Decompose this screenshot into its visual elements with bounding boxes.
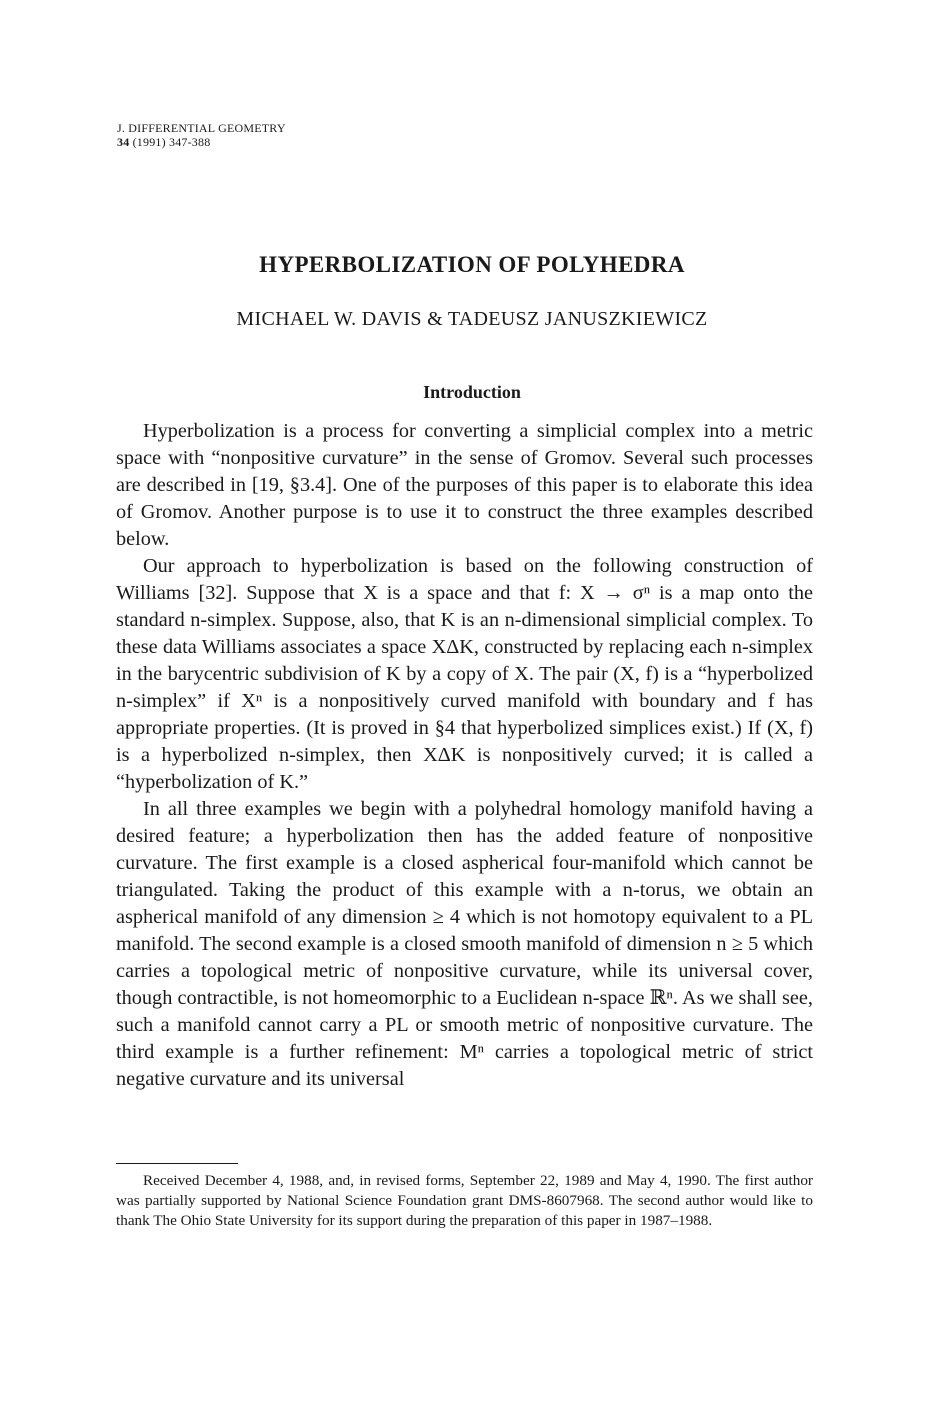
paragraph-2: Our approach to hyperbolization is based on the following construction of Williams [32]. Suppose that X is a space and that f: X → σⁿ is a map onto the standard n-simplex. Suppose, also, that K is an n-dimensional simplicial complex. To these data Williams associates a space XΔK, constructed by replacing each n-simplex in the barycentric subdivision of K by a copy of X. The pair (X, f) is a “hyperbolized n-simplex” if Xⁿ is a nonpositively curved manifold with boundary and f has appropriate properties. (It is proved in §4 that hyperbolized simplices exist.) If (X, f) is a hyperbolized n-simplex, then XΔK is nonpositively curved; it is called a “hyperbolization of K.”	[116, 555, 813, 793]
paper-authors: MICHAEL W. DAVIS & TADEUSZ JANUSZKIEWICZ	[236, 308, 708, 330]
paper-title: HYPERBOLIZATION OF POLYHEDRA	[259, 252, 685, 277]
introduction-body	[116, 418, 813, 1093]
journal-name: J. DIFFERENTIAL GEOMETRY	[117, 121, 286, 135]
section-heading: Introduction	[423, 382, 521, 402]
footnote-rule	[116, 1163, 238, 1164]
paragraph-1: Hyperbolization is a process for converting a simplicial complex into a metric space with “nonpositive curvature” in the sense of Gromov. Several such processes are described in [19, §3.4]. One of the purposes of this paper is to elaborate this idea of Gromov. Another purpose is to use it to construct the three examples described below.	[116, 420, 813, 550]
journal-volume: 34	[117, 135, 130, 149]
journal-volume-line	[117, 135, 286, 149]
paragraph-3: In all three examples we begin with a polyhedral homology manifold having a desired feature; a hyperbolization then has the added feature of nonpositive curvature. The first example is a closed aspherical four-manifold which cannot be triangulated. Taking the product of this example with a n-torus, we obtain an aspherical manifold of any dimension ≥ 4 which is not homotopy equivalent to a PL manifold. The second example is a closed smooth manifold of dimension n ≥ 5 which carries a topological metric of nonpositive curvature, while its universal cover, though contractible, is not homeomorphic to a Euclidean n-space ℝⁿ. As we shall see, such a manifold cannot carry a PL or smooth metric of nonpositive curvature. The third example is a further refinement: Mⁿ carries a topological metric of strict negative curvature and its universal	[116, 798, 813, 1090]
journal-header	[117, 121, 286, 149]
journal-issue-pages: (1991) 347-388	[132, 135, 211, 149]
footnote: Received December 4, 1988, and, in revised forms, September 22, 1989 and May 4, 1990. The first author was partially supported by National Science Foundation grant DMS-8607968. The second author would like to thank The Ohio State University for its support during the preparation of this paper in 1987–1988.	[116, 1172, 813, 1229]
